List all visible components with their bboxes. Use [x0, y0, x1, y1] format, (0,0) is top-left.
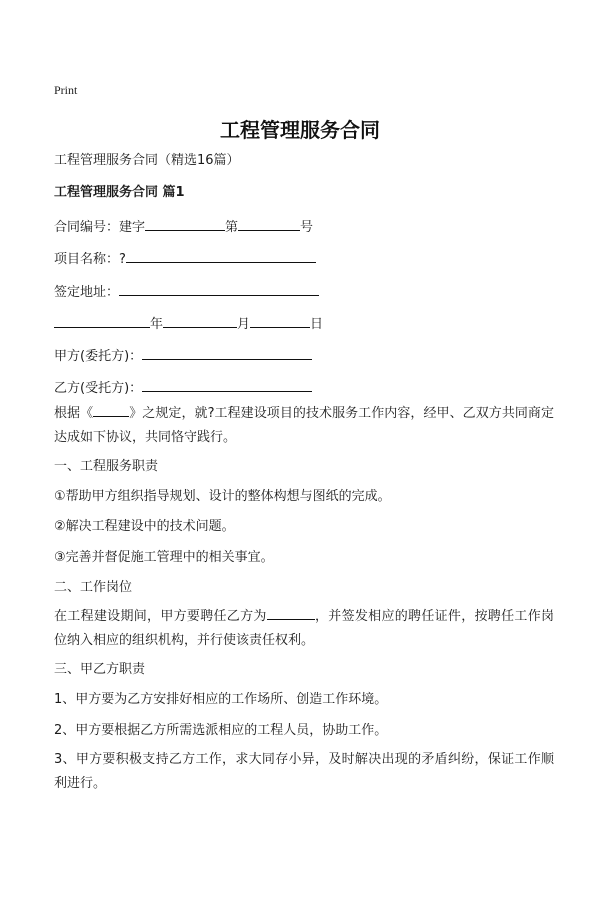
intro-pre: 根据《 — [54, 406, 94, 421]
party-b-row — [54, 377, 312, 398]
section-3-title: 三、甲乙方职责 — [54, 662, 146, 677]
section-2-post: ，并签发相应的聘任证件，按聘任工作岗位纳入相应的组织机构，并行使该责任权利。 — [54, 609, 554, 648]
party-b-blank — [142, 377, 312, 392]
project-name-label: 项目名称：? — [54, 252, 126, 267]
section-2-title: 二、工作岗位 — [54, 580, 133, 595]
contract-number-mid: 第 — [225, 220, 239, 235]
party-a-blank — [142, 345, 312, 360]
month-blank — [163, 313, 237, 328]
position-blank — [267, 605, 315, 620]
section-3-item: 1、甲方要为乙方安排好相应的工作场所、创造工作环境。 — [54, 692, 388, 707]
section-2-pre: 在工程建设期间，甲方要聘任乙方为 — [54, 609, 267, 624]
intro-post: 》之规定，就?工程建设项目的技术服务工作内容，经甲、乙双方共同商定达成如下协议，共同恪守践行。 — [54, 406, 554, 445]
day-blank — [250, 313, 310, 328]
party-a-row — [54, 345, 312, 366]
sign-place-blank — [119, 281, 319, 296]
day-label: 日 — [310, 317, 324, 332]
section-heading: 工程管理服务合同 篇1 — [54, 185, 185, 200]
contract-number-end: 号 — [300, 220, 314, 235]
section-1-title: 一、工程服务职责 — [54, 459, 159, 474]
project-name-row — [54, 248, 316, 269]
year-label: 年 — [150, 317, 164, 332]
section-3-item: 2、甲方要根据乙方所需选派相应的工程人员，协助工作。 — [54, 723, 388, 738]
party-b-label: 乙方(受托方)： — [54, 381, 143, 396]
section-1-item: ③完善并督促施工管理中的相关事宜。 — [54, 550, 274, 565]
intro-paragraph — [54, 402, 554, 450]
party-a-label: 甲方(委托方)： — [54, 349, 143, 364]
date-row — [54, 313, 323, 334]
sign-place-label: 签定地址： — [54, 285, 120, 300]
print-label: Print — [54, 83, 78, 97]
section-2-paragraph — [54, 605, 554, 653]
sign-place-row — [54, 281, 319, 302]
contract-sequence-blank — [238, 216, 300, 231]
project-name-blank — [126, 248, 316, 263]
section-3-item: 3、甲方要积极支持乙方工作，求大同存小异，及时解决出现的矛盾纠纷，保证工作顺利进行。 — [54, 752, 554, 791]
section-1-item: ①帮助甲方组织指导规划、设计的整体构想与图纸的完成。 — [54, 489, 391, 504]
document-title: 工程管理服务合同 — [220, 118, 380, 142]
document-subtitle: 工程管理服务合同（精选16篇） — [54, 153, 240, 168]
contract-number-blank — [145, 216, 225, 231]
section-1-item: ②解决工程建设中的技术问题。 — [54, 519, 235, 534]
year-blank — [54, 313, 150, 328]
contract-number-label: 合同编号：建字 — [54, 220, 146, 235]
month-label: 月 — [237, 317, 251, 332]
contract-number-row — [54, 216, 313, 237]
law-name-blank — [93, 402, 129, 417]
